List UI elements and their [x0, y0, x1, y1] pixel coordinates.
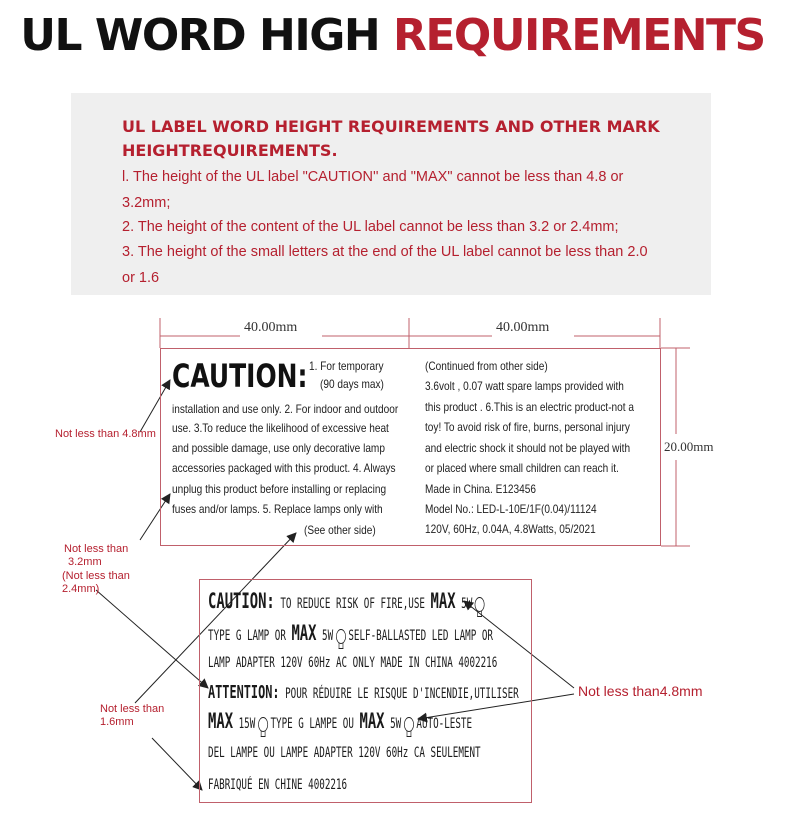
label2-text: TYPE G LAMPE OU [270, 716, 360, 732]
label1-text-line: fuses and/or lamps. 5. Replace lamps only with [172, 502, 383, 516]
label1-text-line: and electric shock it should not be played with [425, 441, 631, 455]
label2-text: SELF-BALLASTED LED LAMP OR [348, 628, 494, 644]
note-16mm [100, 703, 164, 729]
label2-caution: CAUTION: [208, 589, 275, 613]
label2-attention: ATTENTION: [208, 682, 280, 703]
label1-text-line: 3.6volt , 0.07 watt spare lamps provided with [425, 379, 624, 393]
label1-text-line: and possible damage, use only decorative lamp [172, 441, 385, 455]
bulb-icon [258, 717, 268, 732]
dim-label-height: 20.00mm [664, 439, 714, 454]
label2-text: TO REDUCE RISK OF FIRE,USE [274, 596, 431, 612]
requirement-1-line-2: 3.2mm; [122, 195, 171, 211]
label1-text-line: use. 3.To reduce the likelihood of excessive heat [172, 421, 389, 435]
note-24mm-line-1: (Not less than [62, 570, 130, 582]
label2-line-3: LAMP ADAPTER 120V 60Hz AC ONLY MADE IN CHINA 4002216 [208, 655, 498, 671]
label2-max: MAX [208, 709, 234, 733]
label2-line-1 [208, 590, 487, 615]
label2-text: AUTO-LESTE [416, 716, 473, 732]
label2-max: MAX [291, 621, 317, 645]
label2-line-2 [208, 622, 493, 647]
label1-text-line: (90 days max) [320, 377, 384, 391]
arrow-fabrique-16 [152, 738, 202, 790]
label1-text-line: 120V, 60Hz, 0.04A, 4.8Watts, 05/2021 [425, 522, 596, 536]
label1-text-line: Model No.: LED-L-10E/1F(0.04)/11124 [425, 502, 597, 516]
label2-text: 15W [233, 716, 256, 732]
note-24mm-line-2: 2.4mm) [62, 583, 100, 595]
label1-text-line: (Continued from other side) [425, 359, 548, 373]
bulb-icon [336, 629, 346, 644]
note-48mm: Not less than 4.8mm [55, 428, 156, 440]
note-32mm-line-1: Not less than [64, 543, 129, 555]
note-24mm [62, 570, 130, 596]
label2-text: 5W [316, 628, 334, 644]
note-48mm-right: Not less than4.8mm [578, 683, 703, 699]
label2-line-4 [208, 682, 519, 705]
label1-text-line: accessories packaged with this product. 4. Always [172, 461, 396, 475]
title-part-red: REQUIREMENTS [392, 10, 765, 61]
requirement-2: 2. The height of the content of the UL label cannot be less than 3.2 or 2.4mm; [122, 219, 619, 235]
dim-label-right: 40.00mm [496, 320, 550, 335]
arrow-attention-24 [96, 590, 208, 688]
note-32mm [64, 543, 128, 569]
label1-text-line: Made in China. E123456 [425, 482, 536, 496]
label2-line-6: DEL LAMPE OU LAMPE ADAPTER 120V 60Hz CA SEULEMENT [208, 745, 481, 761]
note-16mm-line-2: 1.6mm [100, 716, 134, 728]
heading-line-2: HEIGHTREQUIREMENTS. [122, 141, 338, 160]
requirement-3-line-2: or 1.6 [122, 270, 160, 286]
label2-max: MAX [430, 589, 456, 613]
label1-text-line: (See other side) [304, 523, 376, 537]
label1-text-line: 1. For temporary [309, 359, 384, 373]
label1-text-line: this product . 6.This is an electric product-not a [425, 400, 634, 414]
dim-label-left: 40.00mm [244, 320, 298, 335]
label2-line-7: FABRIQUÉ EN CHINE 4002216 [208, 777, 348, 793]
title-part-dark: UL WORD HIGH [20, 10, 380, 61]
label1-caution: CAUTION: [172, 357, 308, 395]
label2-max: MAX [359, 709, 385, 733]
bulb-icon [404, 717, 414, 732]
bulb-icon [475, 597, 485, 612]
label1-text-line: installation and use only. 2. For indoor and outdoor [172, 402, 399, 416]
label1-text-line: or placed where small children can reach it. [425, 461, 619, 475]
label2-text: 5W [455, 596, 473, 612]
note-32mm-line-2: 3.2mm [68, 556, 102, 568]
label2-text: POUR RÉDUIRE LE RISQUE D'INCENDIE,UTILISER [279, 686, 519, 702]
label2-text: TYPE G LAMP OR [208, 628, 292, 644]
requirement-3-line-1: 3. The height of the small letters at the end of the UL label cannot be less than 2.0 [122, 244, 648, 260]
requirement-1-line-1: l. The height of the UL label "CAUTION'' and "MAX" cannot be less than 4.8 or [122, 169, 624, 185]
heading-line-1: UL LABEL WORD HEIGHT REQUIREMENTS AND OTHER MARK [122, 117, 660, 136]
label2-line-5 [208, 710, 472, 735]
label2-text: 5W [384, 716, 402, 732]
label1-text-line: toy! To avoid risk of fire, burns, personal injury [425, 420, 630, 434]
note-16mm-line-1: Not less than [100, 703, 165, 715]
label1-text-line: unplug this product before installing or replacing [172, 482, 387, 496]
